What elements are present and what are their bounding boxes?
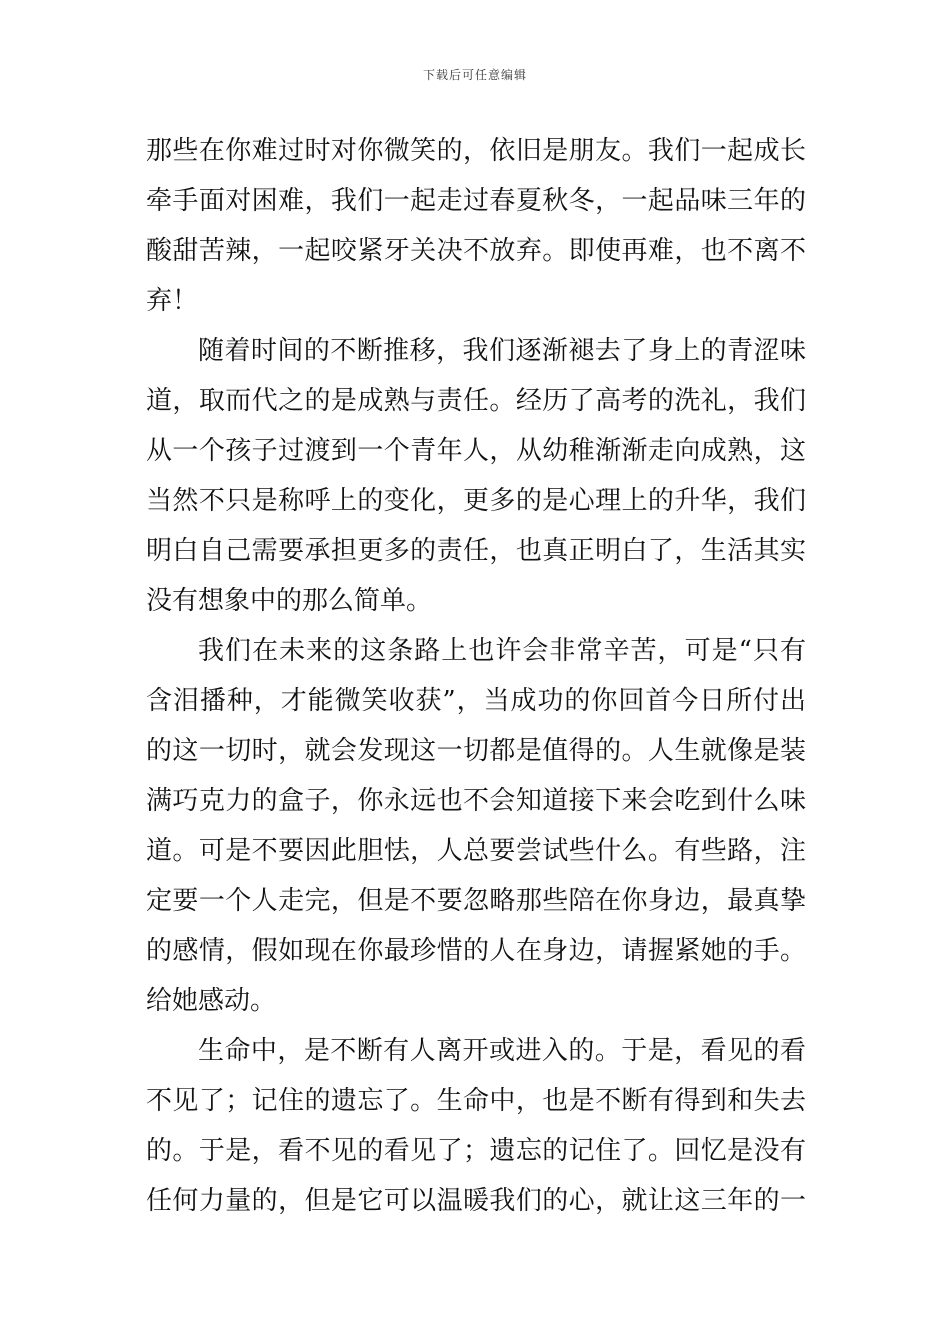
text-line: 弃！: [146, 286, 199, 316]
paragraph-first-line: 生命中，是不断有人离开或进入的。于是，看见的看: [198, 1036, 806, 1066]
text-line: 满巧克力的盒子，你永远也不会知道接下来会吃到什么味: [146, 786, 806, 816]
text-line: 那些在你难过时对你微笑的，依旧是朋友。我们一起成长: [146, 136, 806, 166]
text-line: 的。于是，看不见的看见了；遗忘的记住了。回忆是没有: [146, 1136, 806, 1166]
text-line: 的这一切时，就会发现这一切都是值得的。人生就像是装: [146, 736, 806, 766]
text-line: 的感情，假如现在你最珍惜的人在身边，请握紧她的手。: [146, 936, 806, 966]
body-text: [146, 126, 806, 1226]
text-line: 不见了；记住的遗忘了。生命中，也是不断有得到和失去: [146, 1086, 806, 1116]
text-line: 牵手面对困难，我们一起走过春夏秋冬，一起品味三年的: [146, 186, 806, 216]
page-header: 下载后可任意编辑: [422, 68, 527, 82]
text-line: 任何力量的，但是它可以温暖我们的心，就让这三年的一: [146, 1186, 806, 1216]
text-line: 定要一个人走完，但是不要忽略那些陪在你身边，最真挚: [146, 886, 806, 916]
text-line: 给她感动。: [146, 986, 277, 1016]
text-line: 道。可是不要因此胆怯，人总要尝试些什么。有些路，注: [146, 836, 806, 866]
text-line: 当然不只是称呼上的变化，更多的是心理上的升华，我们: [146, 486, 806, 516]
text-line: 从一个孩子过渡到一个青年人，从幼稚渐渐走向成熟，这: [146, 436, 806, 466]
text-line: 道，取而代之的是成熟与责任。经历了高考的洗礼，我们: [146, 386, 806, 416]
paragraph-first-line: 我们在未来的这条路上也许会非常辛苦，可是“只有: [198, 636, 806, 666]
paragraph-first-line: 随着时间的不断推移，我们逐渐褪去了身上的青涩味: [198, 336, 806, 366]
text-line: 明白自己需要承担更多的责任，也真正明白了，生活其实: [146, 536, 806, 566]
text-line: 含泪播种，才能微笑收获”，当成功的你回首今日所付出: [146, 686, 806, 716]
text-line: 酸甜苦辣，一起咬紧牙关决不放弃。即使再难，也不离不: [146, 236, 806, 266]
text-line: 没有想象中的那么简单。: [146, 586, 433, 616]
